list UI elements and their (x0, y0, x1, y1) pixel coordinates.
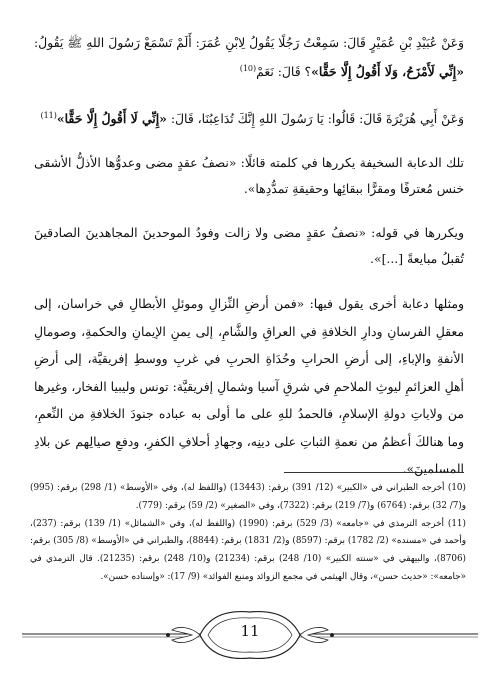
body-paragraph-4: ويكررها في قوله: «نصفُ عقدٍ مضى ولا زالت وفودُ الموحدينَ المجاهدينَ الصادقينَ تُقبلُ مبايعةً [...]». (34, 225, 464, 266)
footnote-divider (284, 472, 464, 473)
hadith-1-tail: ؟ قَالَ: نَعَمْ (256, 64, 312, 80)
body-paragraph-3: تلك الدعابة السخيفة يكررها في كلمته قائلًا: «نصفُ عقدٍ مضى وعدوُّها الأذلُّ الأشقى خنس مُعترفًا ومقرًّا ببقائِها وحقيقةِ تمدُّدِها». (34, 155, 464, 196)
footnote-11: (11) أخرجه الترمذي في «جامعه» (3/ 529) برقم: (1990) (واللفظ له)، وفي «الشمائل» (1/ 139) برقم: (237)، وأحمد في «مسنده» (2/ 1782) برقم: (8597) و(2/ 1831) برقم: (8844)، والطبراني في «الأوسط» (8/ 305) برقم: (8706)، والبيهقي في «سنته الكبير» (10/ 248) برقم: (21234) و(10/ 248) برقم: (21235). قال الترمذي في «جامعه»: «حديث حسن»، وقال الهيثمي في مجمع الزوائد ومنبع الفوائد» (9/ 17): «وإسناده حسن». (30, 518, 466, 582)
footnote-ref-11[interactable]: (11) (40, 111, 57, 120)
page-number: 11 (240, 622, 260, 640)
page-footer (0, 608, 500, 660)
footnotes-section (30, 480, 466, 587)
body-paragraph-5: ومثلها دعابة أخرى يقول فيها: «فمن أرضِ النِّزالِ وموئلِ الأبطالِ في خراسان، إلى معقلِ الفرسانِ ودارِ الخلافةِ في العراقِ والشَّامِ، إلى يمنِ الإيمانِ والحكمةِ، وصومالِ الأنفةِ والإباءِ، إلى أرضِ الحرابِ وحُدَاةِ الحربِ في غربِ ووسطِ إفريقيَّة، إلى أرضِ أهلِ العزائمِ ليوثِ الملاحمِ في شرقِ آسيا وشمالِ إفريقيَّة: تونس وليبيا الفخار، وغيرها من ولاياتِ دولةِ الإسلامِ، فالحمدُ للهِ على ما أولى به عباده جنودَ الخلافةِ من النِّعمِ، وما هنالكَ أعظمُ من نعمةِ الثباتِ على دينِه، وجهادِ أحلافِ الكفرِ، ودفعِ صيالِهم عن بلادِ المسلمينَ». (34, 296, 464, 476)
hadith-2-quote: «إِنِّي لَا أَقُولُ إِلَّا حَقًّا» (56, 111, 167, 127)
hadith-1-text: وَعَنْ عُبَيْدِ بْنِ عُمَيْرٍ قَالَ: سَمِعْتُ رَجُلًا يَقُولُ لِابْنِ عُمَرَ: أَلَمْ تَسْمَعْ رَسُولَ اللهِ ﷺ يَقُولُ: (34, 35, 464, 50)
footnote-10: (10) أخرجه الطبراني في «الكبير» (12/ 391) برقم: (13443) (واللفظ له)، وفي «الأوسط» (1/ 298) برقم: (995) و(7/ 32) برقم: (6764) و(7/ 219) برقم: (7322)، وفي «الصغير» (2/ 59) برقم: (779). (30, 483, 466, 511)
hadith-paragraph-2 (34, 103, 464, 132)
hadith-paragraph-1 (34, 30, 464, 85)
hadith-2-text: وَعَنْ أَبِي هُرَيْرَةَ قَالَ: قَالُوا: يَا رَسُولَ اللهِ إِنَّكَ تُدَاعِبُنَا، قَالَ: (166, 111, 464, 127)
hadith-1-quote: «إِنِّي لَأَمْزَحُ، وَلَا أَقُولُ إِلَّا حَقًّا» (311, 64, 464, 80)
footnote-ref-10[interactable]: (10) (239, 64, 257, 73)
